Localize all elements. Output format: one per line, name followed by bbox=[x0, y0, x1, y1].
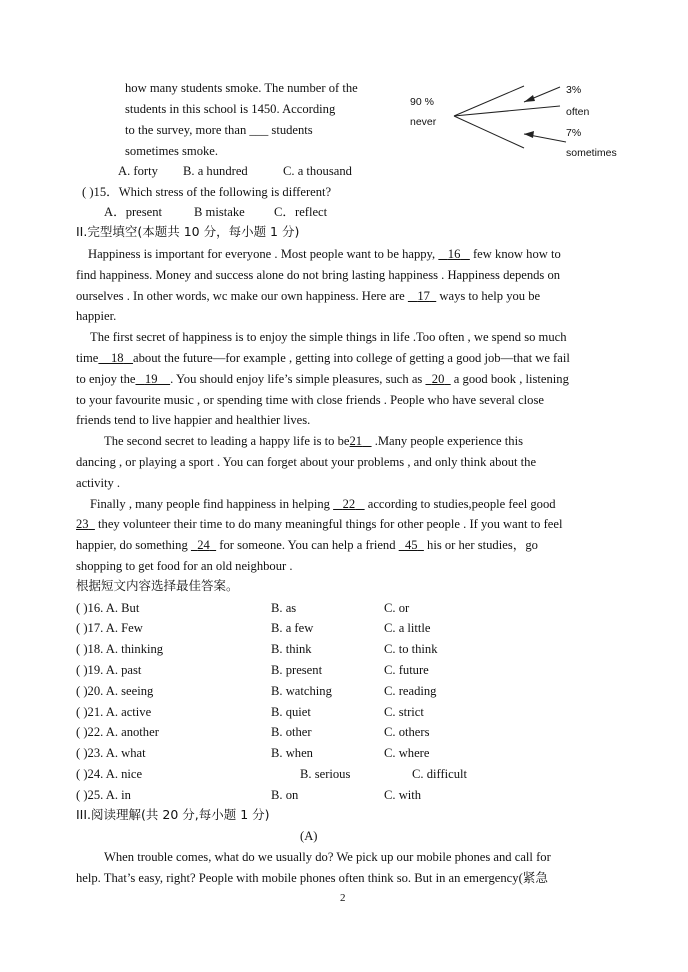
q21-option-a: ( )21. A. active bbox=[76, 705, 152, 719]
blank-21: 21 bbox=[349, 434, 363, 448]
p1-line-3: ourselves . In other words, wc make our own happiness. Here are 17 ways to help you be bbox=[76, 289, 541, 303]
passage-line-2: help. That’s easy, right? People with mobile phones often think so. But in an emergency(紧急 bbox=[76, 871, 548, 885]
p1-line-2: find happiness. Money and success alone do not bring lasting happiness . Happiness depends on bbox=[76, 268, 561, 282]
blank-22: 22 bbox=[342, 497, 356, 511]
q20-option-b: B. watching bbox=[271, 684, 332, 698]
p4-line-1: Finally , many people find happiness in helping 22 according to studies,people feel good bbox=[90, 497, 556, 511]
p2-line-1: The first secret of happiness is to enjoy the simple things in life .Too often , we spend so much bbox=[90, 330, 567, 344]
q14-option-b: B. a hundred bbox=[183, 164, 248, 178]
never-label: never bbox=[410, 116, 437, 128]
q16-option-c: C. or bbox=[384, 601, 410, 615]
blank-20: 20 bbox=[431, 372, 445, 386]
section3-title: III.阅读理解(共 20 分,每小题 1 分) bbox=[76, 807, 270, 822]
q14-line-2: students in this school is 1450. According bbox=[125, 102, 336, 116]
q23-option-a: ( )23. A. what bbox=[76, 746, 146, 760]
q14-line-4: sometimes smoke. bbox=[125, 144, 219, 158]
p4-line-2: 23 they volunteer their time to do many meaningful things for other people . If you want to feel bbox=[76, 517, 563, 531]
q22-option-a: ( )22. A. another bbox=[76, 725, 159, 739]
q24-option-c: C. difficult bbox=[412, 767, 468, 781]
q14-line-1: how many students smoke. The number of the bbox=[125, 81, 358, 95]
p2-line-3: to enjoy the 19 . You should enjoy life’s simple pleasures, such as 20 a good book , listening bbox=[76, 372, 569, 386]
section2-title: II.完型填空(本题共 10 分，每小题 1 分) bbox=[76, 224, 300, 239]
blank-24: 24 bbox=[197, 538, 210, 552]
p2-line-5: friends tend to live happier and healthier lives. bbox=[76, 413, 311, 427]
q14-line-3: to the survey, more than ___ students bbox=[125, 123, 313, 137]
p3-line-2: dancing , or playing a sport . You can forget about your problems , and only think about the bbox=[76, 455, 537, 469]
q22-option-b: B. other bbox=[271, 725, 312, 739]
q20-option-c: C. reading bbox=[384, 684, 437, 698]
q23-option-c: C. where bbox=[384, 746, 430, 760]
q17-option-b: B. a few bbox=[271, 621, 314, 635]
blank-23: 23 bbox=[76, 517, 89, 531]
p3-line-1: The second secret to leading a happy life is to be21 .Many people experience this bbox=[104, 434, 523, 448]
p3-line-3: activity . bbox=[76, 476, 121, 490]
q17-option-a: ( )17. A. Few bbox=[76, 621, 143, 635]
p4-line-4: shopping to get food for an old neighbour . bbox=[76, 559, 293, 573]
blank-16: 16 bbox=[447, 247, 461, 261]
never-percent: 90 % bbox=[410, 96, 434, 108]
q21-option-b: B. quiet bbox=[271, 705, 311, 719]
p1-line-1: Happiness is important for everyone . Most people want to be happy, 16 few know how to bbox=[88, 247, 561, 261]
q23-option-b: B. when bbox=[271, 746, 313, 760]
p2-line-4: to your favourite music , or spending time with close friends . People who have several close bbox=[76, 393, 544, 407]
q14-option-c: C. a thousand bbox=[283, 164, 352, 178]
q24-option-a: ( )24. A. nice bbox=[76, 767, 143, 781]
q14-option-a: A. forty bbox=[118, 164, 158, 178]
q15-option-b: B mistake bbox=[194, 205, 245, 219]
q18-option-b: B. think bbox=[271, 642, 312, 656]
q20-option-a: ( )20. A. seeing bbox=[76, 684, 154, 698]
often-percent: 3% bbox=[566, 84, 582, 96]
q19-option-a: ( )19. A. past bbox=[76, 663, 142, 677]
q19-option-b: B. present bbox=[271, 663, 323, 677]
q16-option-a: ( )16. A. But bbox=[76, 601, 140, 615]
blank-45: 45 bbox=[404, 538, 418, 552]
q25-option-c: C. with bbox=[384, 788, 422, 802]
sometimes-label: sometimes bbox=[566, 147, 617, 159]
p4-line-3: happier, do something 24 for someone. You can help a friend 45 his or her studies，go bbox=[76, 538, 538, 552]
passage-line-1: When trouble comes, what do we usually do? We pick up our mobile phones and call for bbox=[104, 850, 551, 864]
blank-18: 18 bbox=[110, 351, 124, 365]
q25-option-a: ( )25. A. in bbox=[76, 788, 131, 802]
sometimes-percent: 7% bbox=[566, 127, 582, 139]
q19-option-c: C. future bbox=[384, 663, 429, 677]
section2-instruction: 根据短文内容选择最佳答案。 bbox=[76, 578, 239, 593]
blank-19: 19 bbox=[144, 372, 158, 386]
q21-option-c: C. strict bbox=[384, 705, 424, 719]
q22-option-c: C. others bbox=[384, 725, 430, 739]
q18-option-a: ( )18. A. thinking bbox=[76, 642, 164, 656]
p1-line-4: happier. bbox=[76, 309, 117, 323]
q15-stem: ( )15．Which stress of the following is different? bbox=[82, 185, 332, 199]
q16-option-b: B. as bbox=[271, 601, 297, 615]
q15-option-a: A．present bbox=[104, 205, 163, 219]
passage-label: (A) bbox=[300, 829, 318, 843]
page-number: 2 bbox=[340, 892, 346, 904]
often-label: often bbox=[566, 106, 590, 118]
q15-option-c: C．reflect bbox=[274, 205, 328, 219]
q25-option-b: B. on bbox=[271, 788, 299, 802]
q24-option-b: B. serious bbox=[300, 767, 351, 781]
q17-option-c: C. a little bbox=[384, 621, 431, 635]
p2-line-2: time 18 about the future—for example , getting into college of getting a good job—that we fail bbox=[76, 351, 570, 365]
blank-17: 17 bbox=[417, 289, 430, 303]
q18-option-c: C. to think bbox=[384, 642, 438, 656]
